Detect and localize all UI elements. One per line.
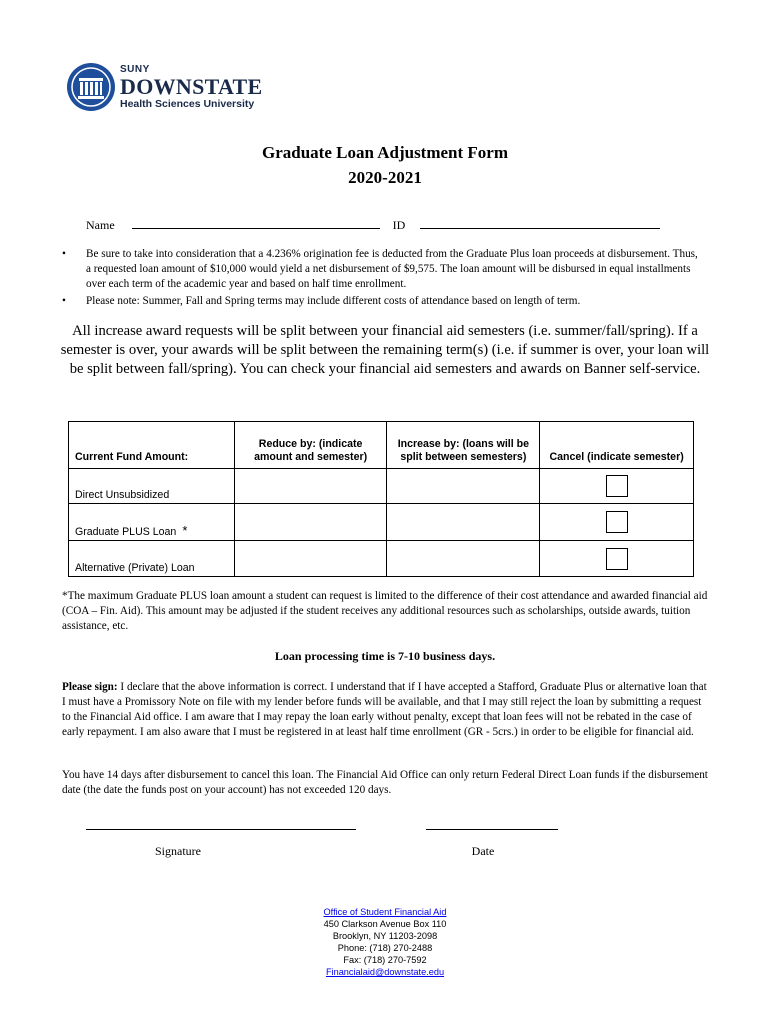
- cancel-checkbox[interactable]: [606, 475, 628, 497]
- building-seal-icon: [66, 62, 116, 112]
- plus-loan-footnote: *The maximum Graduate PLUS loan amount a student can request is limited to the difference of their cost attendance and awarded financial aid (COA – Fin. Aid). This amount may be adjusted if the student receives any additional resources such as scholarships, outside awards, tuition assistance, etc.: [62, 590, 708, 632]
- form-year: 2020-2021: [348, 168, 422, 187]
- bullet-text: Be sure to take into consideration that a 4.236% origination fee is deducted from the Graduate Plus loan proceeds at disbursement. Thus, a requested loan amount of $10,000 would yield a net disbursement of $9,575. The loan amount will be disbursed in equal installments over each term of the academic year and based on half time enrollment.: [86, 248, 698, 290]
- logo-name-text: DOWNSTATE: [120, 74, 263, 99]
- cancel-cell: [540, 469, 694, 504]
- increase-input[interactable]: [387, 541, 540, 577]
- cancel-checkbox[interactable]: [606, 511, 628, 533]
- list-item: [62, 294, 702, 309]
- fax-text: Fax: (718) 270-7592: [343, 955, 427, 965]
- table-row: [69, 541, 694, 577]
- fund-label: Direct Unsubsidized: [69, 469, 235, 504]
- address-line-1: 450 Clarkson Avenue Box 110: [323, 919, 447, 929]
- header-current-fund: Current Fund Amount:: [69, 422, 235, 469]
- reduce-input[interactable]: [234, 469, 387, 504]
- header-reduce-by: Reduce by: (indicate amount and semester): [234, 422, 387, 469]
- cancel-cell: [540, 541, 694, 577]
- increase-input[interactable]: [387, 504, 540, 541]
- increase-input[interactable]: [387, 469, 540, 504]
- name-id-row: [86, 216, 660, 233]
- date-label: Date: [471, 844, 495, 858]
- fund-adjustment-table: [68, 421, 694, 577]
- fund-label: Alternative (Private) Loan: [69, 541, 235, 577]
- signature-field[interactable]: [86, 829, 356, 830]
- reduce-input[interactable]: [234, 504, 387, 541]
- please-sign-label: Please sign:: [62, 681, 118, 693]
- bullet-icon: •: [62, 295, 66, 307]
- reduce-input[interactable]: [234, 541, 387, 577]
- logo-subtitle-text: Health Sciences University: [120, 98, 255, 110]
- id-label: ID: [392, 218, 406, 232]
- header-increase-by: Increase by: (loans will be split between semesters): [387, 422, 540, 469]
- list-item: [62, 247, 702, 292]
- name-label: Name: [86, 218, 115, 232]
- office-link[interactable]: Office of Student Financial Aid: [323, 907, 447, 917]
- date-field[interactable]: [426, 829, 558, 830]
- increase-notice: All increase award requests will be split between your financial aid semesters (i.e. summer/fall/spring). If a semester is over, your awards will be split between the remaining term(s) (i.e. if summer is over, your loan will be split between fall/spring). You can check your financial aid semesters and awards on Banner self-service.: [60, 323, 710, 377]
- instructions-list: [62, 247, 702, 311]
- table-row: [69, 504, 694, 541]
- email-link[interactable]: Financialaid@downstate.edu: [325, 967, 445, 977]
- university-logo: [66, 58, 266, 116]
- cancel-notice: You have 14 days after disbursement to cancel this loan. The Financial Aid Office can only return Federal Direct Loan funds if the disbursement date (the date the funds post on your account) has not exceeded 120 days.: [62, 769, 708, 796]
- cancel-cell: [540, 504, 694, 541]
- cancel-checkbox[interactable]: [606, 548, 628, 570]
- header-cancel: Cancel (indicate semester): [540, 422, 694, 469]
- logo-suny-text: SUNY: [120, 64, 150, 75]
- declaration-paragraph: [62, 680, 710, 740]
- contact-block: [0, 906, 770, 978]
- processing-time: Loan processing time is 7-10 business days.: [274, 649, 496, 663]
- signature-label: Signature: [155, 844, 201, 858]
- address-line-2: Brooklyn, NY 11203-2098: [332, 931, 438, 941]
- bullet-text: Please note: Summer, Fall and Spring terms may include different costs of attendance based on length of term.: [86, 295, 581, 307]
- id-field[interactable]: [420, 216, 660, 229]
- footnote-asterisk: *: [182, 523, 188, 538]
- bullet-icon: •: [62, 248, 66, 260]
- table-row: [69, 469, 694, 504]
- declaration-text: I declare that the above information is correct. I understand that if I have accepted a Stafford, Graduate Plus or alternative loan that I must have a Promissory Note on file with my lender before funds will be available, and that I may still reject the loan by submitting a request to the Financial Aid office. I am aware that I may repay the loan early without penalty, except that loan fees will not be rebated in the case of early repayment. I am also aware that I must be registered in at least half time enrollment (GR - 5crs.) in order to be eligible for financial aid.: [62, 681, 707, 738]
- phone-text: Phone: (718) 270-2488: [337, 943, 433, 953]
- name-field[interactable]: [132, 216, 380, 229]
- fund-label: Graduate PLUS Loan *: [69, 504, 235, 541]
- form-title: Graduate Loan Adjustment Form: [261, 143, 509, 162]
